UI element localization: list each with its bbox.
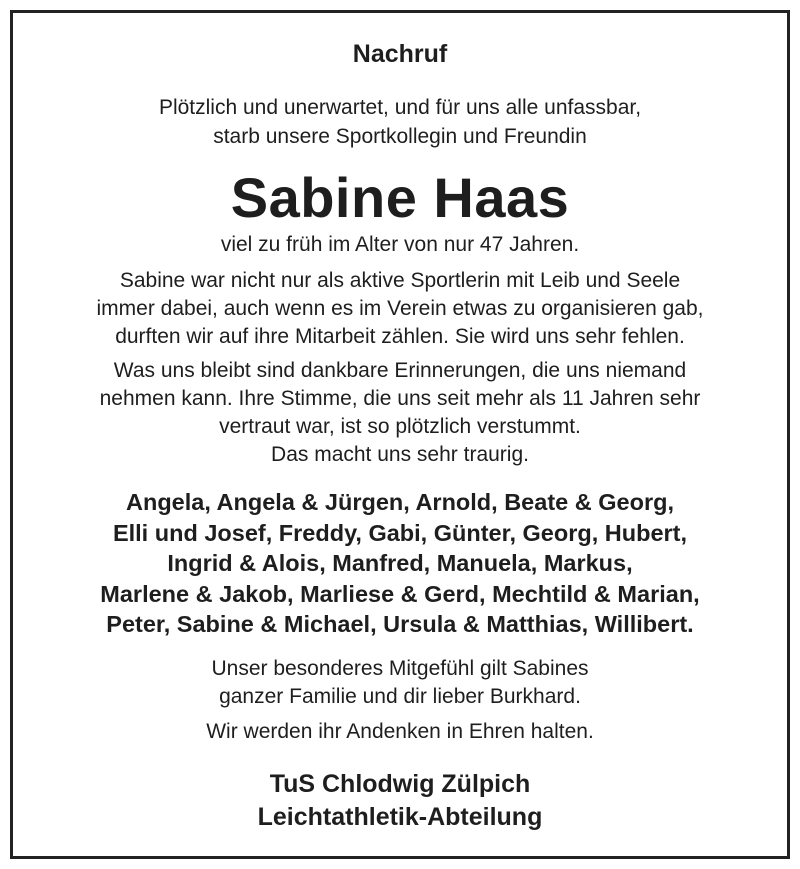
obituary-notice <box>10 10 790 859</box>
mourners-list <box>13 487 787 640</box>
mourners-line: Angela, Angela & Jürgen, Arnold, Beate & Georg, <box>126 489 674 515</box>
intro-line: starb unsere Sportkollegin und Freundin <box>213 125 587 148</box>
paragraph-line: immer dabei, auch wenn es im Verein etwas zu organisieren gab, <box>96 297 704 320</box>
age-line-text: viel zu früh im Alter von nur 47 Jahren. <box>220 233 580 256</box>
mourners-line: Elli und Josef, Freddy, Gabi, Günter, Georg, Hubert, <box>112 519 688 546</box>
paragraph-line: Das macht uns sehr traurig. <box>271 443 529 466</box>
intro-text <box>13 93 787 151</box>
tribute-paragraph <box>13 267 787 351</box>
paragraph-line: Was uns bleibt sind dankbare Erinnerungen, die uns niemand <box>113 359 687 382</box>
intro-line: Plötzlich und unerwartet, und für uns alle unfassbar, <box>158 96 642 119</box>
paragraph-line: Sabine war nicht nur als aktive Sportlerin mit Leib und Seele <box>119 269 681 292</box>
sympathy-text <box>13 655 787 711</box>
paragraph-line: vertraut war, ist so plötzlich verstummt. <box>219 415 581 438</box>
deceased-name <box>13 165 787 230</box>
mourners-line: Peter, Sabine & Michael, Ursula & Matthias, Willibert. <box>106 611 694 637</box>
paragraph-line: nehmen kann. Ihre Stimme, die uns seit mehr als 11 Jahren sehr <box>99 387 701 410</box>
sympathy-line: Unser besonderes Mitgefühl gilt Sabines <box>211 657 589 680</box>
club-name: TuS Chlodwig Zülpich <box>269 770 531 798</box>
notice-heading <box>13 40 787 69</box>
heading-text: Nachruf <box>352 40 448 68</box>
closing-text: Wir werden ihr Andenken in Ehren halten. <box>206 720 594 743</box>
memories-paragraph <box>13 357 787 469</box>
closing-line <box>13 720 787 744</box>
club-department: Leichtathletik-Abteilung <box>257 803 543 831</box>
mourners-line: Marlene & Jakob, Marliese & Gerd, Mechtild & Marian, <box>100 580 700 607</box>
sympathy-line: ganzer Familie und dir lieber Burkhard. <box>219 685 581 708</box>
club-signature <box>13 768 787 834</box>
mourners-line: Ingrid & Alois, Manfred, Manuela, Markus, <box>167 550 633 576</box>
age-line <box>13 233 787 257</box>
deceased-name-text: Sabine Haas <box>230 166 570 229</box>
paragraph-line: durften wir auf ihre Mitarbeit zählen. Sie wird uns sehr fehlen. <box>115 325 685 348</box>
